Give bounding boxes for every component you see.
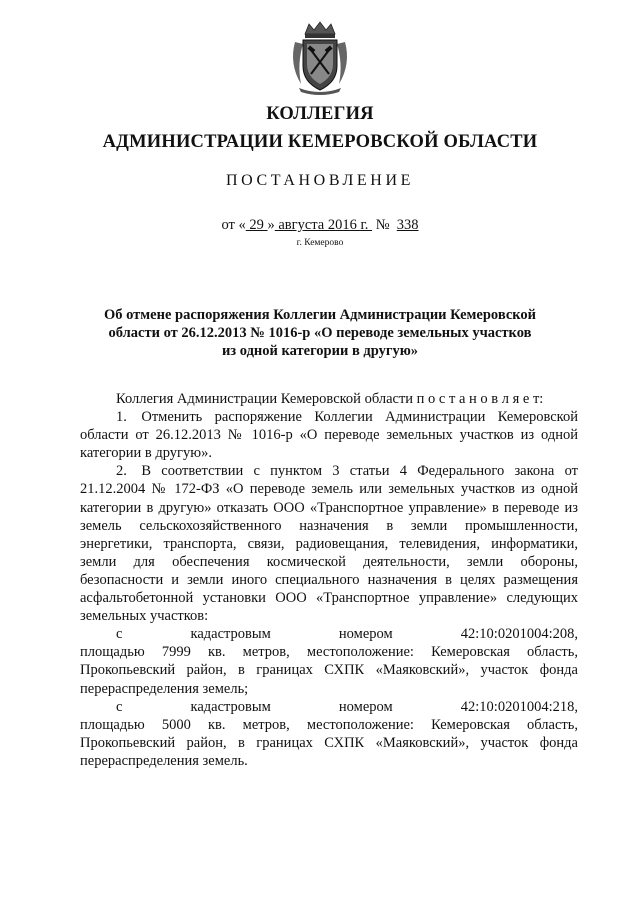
coat-of-arms-icon	[287, 20, 353, 96]
date-day: 29	[245, 217, 268, 233]
date-line	[0, 217, 640, 234]
org-title-line2: АДМИНИСТРАЦИИ КЕМЕРОВСКОЙ ОБЛАСТИ	[102, 132, 538, 152]
intro-text: Коллегия Администрации Кемеровской области	[116, 391, 417, 407]
date-prefix: от «	[221, 217, 246, 233]
number-sign: №	[375, 217, 390, 233]
document-type: ПОСТАНОВЛЕНИЕ	[226, 172, 414, 189]
document-body	[80, 390, 578, 770]
plot1-w3: номером	[338, 626, 393, 643]
plot1-w1: с	[116, 626, 123, 643]
plot1-cadastral-number: 42:10:0201004:208,	[460, 626, 578, 643]
land-plot-1	[80, 625, 578, 697]
date-mid: »	[267, 217, 275, 233]
paragraph-2: 2. В соответствии с пунктом 3 статьи 4 Федерального закона от 21.12.2004 № 172-ФЗ «О переводе земель или земельных участков из одной категории в другую» отказать ООО «Транспортное управление» в переводе из земель сельскохозяйственного назначения в земли промышленности, энергетики, транспорта, связи, радиовещания, телевидения, информатики, земли для обеспечения космической деятельности, земли обороны, безопасности и земли иного специального назначения в целях размещения асфальтобетонной установки ООО «Транспортное управление» следующих земельных участков:	[80, 463, 578, 625]
land-plot-1-first-line	[80, 625, 578, 643]
intro-verb: п о с т а н о в л я е т:	[416, 391, 544, 407]
date-month-year: августа 2016 г.	[274, 217, 373, 233]
intro-paragraph	[80, 390, 578, 408]
land-plot-2	[80, 698, 578, 770]
plot2-w3: номером	[338, 698, 393, 715]
city: г. Кемерово	[296, 238, 344, 248]
land-plot-2-first-line	[80, 698, 578, 716]
document-subject: Об отмене распоряжения Коллегии Администрации Кемеровской области от 26.12.2013 № 1016-р «О переводе земельных участков из одной категории в другую»	[103, 307, 537, 359]
paragraph-1: 1. Отменить распоряжение Коллегии Администрации Кемеровской области от 26.12.2013 № 1016-р «О переводе земельных участков из одной категории в другую».	[80, 409, 578, 462]
plot2-w1: с	[116, 698, 123, 715]
plot1-w2: кадастровым	[190, 626, 271, 643]
land-plot-2-description: площадью 5000 кв. метров, местоположение: Кемеровская область, Прокопьевский район, в границах СХПК «Маяковский», участок фонда перераспределения земель.	[80, 716, 578, 769]
org-title-line1: КОЛЛЕГИЯ	[266, 104, 374, 124]
document-number: 338	[396, 217, 419, 233]
land-plot-1-description: площадью 7999 кв. метров, местоположение: Кемеровская область, Прокопьевский район, в границах СХПК «Маяковский», участок фонда перераспределения земель;	[80, 644, 578, 697]
plot2-cadastral-number: 42:10:0201004:218,	[460, 698, 578, 715]
plot2-w2: кадастровым	[190, 698, 271, 715]
